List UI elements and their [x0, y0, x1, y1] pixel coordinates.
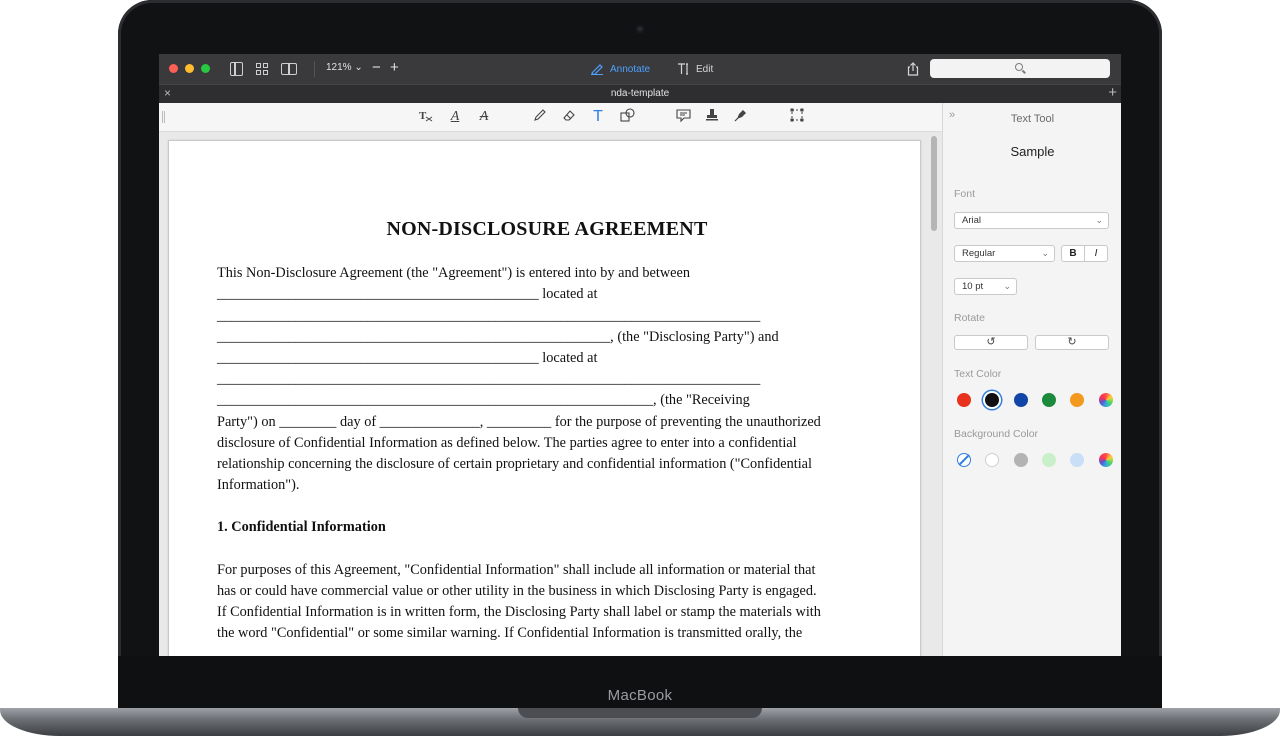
text-color-swatch[interactable] [985, 393, 999, 407]
document-line: Party") on ________ day of ______________, _________ for the purpose of preventing the unauthorized [217, 413, 821, 430]
brand-label: MacBook [607, 687, 673, 704]
tab-title[interactable]: nda-template [610, 88, 670, 99]
bold-button[interactable]: B [1061, 245, 1085, 262]
document-line: If Confidential Information is in written form, the Disclosing Party shall label or stamp the materials with [217, 604, 821, 621]
tab-bar [159, 84, 1121, 103]
rotate-right-icon: ↻ [1067, 336, 1077, 348]
chevron-down-icon: ⌄ [1095, 215, 1103, 225]
background-custom-color-swatch[interactable] [1099, 453, 1113, 467]
vertical-scrollbar[interactable] [931, 136, 937, 231]
document-line: For purposes of this Agreement, "Confidential Information" shall include all information or material that [217, 561, 816, 578]
search-input[interactable] [930, 59, 1110, 78]
document-page[interactable] [168, 140, 921, 656]
font-family-value: Arial [962, 215, 982, 226]
svg-text:T: T [419, 110, 427, 122]
text-color-swatch[interactable] [1042, 393, 1056, 407]
document-line: ____________________________________________________________________________ [217, 307, 761, 324]
font-label: Font [954, 188, 976, 200]
document-line: _____________________________________________ located at [217, 350, 598, 367]
rotate-left-icon: ↺ [986, 336, 996, 348]
chevron-down-icon: ⌄ [354, 62, 363, 73]
sidebar-toggle-icon[interactable] [230, 62, 243, 76]
pen-icon [591, 63, 604, 75]
zoom-out-button[interactable]: − [372, 59, 381, 76]
highlight-text-tool-icon[interactable]: A [450, 109, 460, 124]
pencil-tool-icon[interactable] [531, 108, 549, 126]
camera-icon [636, 25, 644, 33]
collapse-panel-icon[interactable]: » [949, 109, 956, 121]
text-color-label: Text Color [954, 368, 1002, 380]
background-color-swatch[interactable] [1070, 453, 1084, 467]
rotate-left-button[interactable] [954, 335, 1028, 350]
two-page-view-icon[interactable] [281, 63, 297, 75]
background-color-label: Background Color [954, 428, 1039, 440]
strikethrough-tool-icon[interactable]: A [479, 109, 489, 124]
annotate-mode-button[interactable] [591, 63, 650, 75]
close-window-button[interactable] [169, 64, 178, 73]
eraser-tool-icon[interactable] [560, 108, 578, 126]
document-line: _____________________________________________________________, (the "Receiving [217, 392, 750, 409]
add-tab-icon[interactable]: + [1108, 84, 1117, 101]
search-icon [1015, 63, 1023, 71]
zoom-in-button[interactable]: + [390, 59, 399, 76]
edit-mode-button[interactable] [677, 63, 713, 75]
background-color-swatch[interactable] [1042, 453, 1056, 467]
text-cursor-icon [677, 63, 690, 75]
text-color-swatch[interactable] [1014, 393, 1028, 407]
font-style-value: Regular [962, 248, 996, 259]
document-line: the word "Confidential" or some similar warning. If Confidential Information is transmitted orally, the [217, 625, 803, 642]
document-line: _____________________________________________ located at [217, 286, 598, 303]
text-color-swatch[interactable] [1070, 393, 1084, 407]
share-icon[interactable] [907, 62, 919, 76]
text-custom-color-swatch[interactable] [1099, 393, 1113, 407]
background-no-color-swatch[interactable] [957, 453, 971, 467]
text-tool-panel [942, 103, 1121, 656]
selection-tool-icon[interactable] [788, 108, 806, 126]
background-color-swatch[interactable] [1014, 453, 1028, 467]
text-tool-icon[interactable]: T [593, 108, 603, 125]
text-box-tool-icon[interactable] [417, 108, 435, 126]
italic-button[interactable]: I [1084, 245, 1108, 262]
font-family-select[interactable] [954, 212, 1109, 229]
font-size-select[interactable] [954, 278, 1017, 295]
annotate-label: Annotate [610, 63, 651, 75]
edit-label: Edit [696, 63, 714, 75]
thumbnail-grid-icon[interactable] [256, 63, 268, 75]
rotate-right-button[interactable] [1035, 335, 1109, 350]
screen [159, 54, 1121, 656]
laptop-notch [518, 708, 762, 718]
fullscreen-window-button[interactable] [201, 64, 210, 73]
stamp-tool-icon[interactable] [703, 108, 721, 126]
document-line: relationship concerning the disclosure of certain proprietary and confidential information ("Confidential [217, 456, 812, 473]
document-line: This Non-Disclosure Agreement (the "Agreement") is entered into by and between [217, 265, 690, 282]
text-color-swatch[interactable] [957, 393, 971, 407]
document-line: _______________________________________________________, (the "Disclosing Party") and [217, 328, 779, 345]
zoom-select[interactable]: 121% ⌄ [326, 62, 363, 73]
document-title: NON-DISCLOSURE AGREEMENT [386, 218, 708, 240]
document-line: ____________________________________________________________________________ [217, 371, 761, 388]
toolbar-grip [162, 111, 165, 123]
document-line: has or could have commercial value or other utility in the business in which Disclosing Party is engaged. [217, 582, 817, 599]
annotation-toolbar [159, 103, 942, 132]
document-line: disclosure of Confidential Information as defined below. The parties agree to enter into a confidential [217, 434, 797, 451]
note-tool-icon[interactable] [674, 108, 692, 126]
signature-tool-icon[interactable] [732, 108, 750, 126]
font-sample: Sample [1010, 144, 1055, 159]
document-viewport[interactable] [159, 132, 942, 656]
font-style-select[interactable] [954, 245, 1055, 262]
chevron-down-icon: ⌄ [1003, 281, 1011, 291]
background-color-swatch[interactable] [985, 453, 999, 467]
chevron-down-icon: ⌄ [1041, 248, 1049, 258]
minimize-window-button[interactable] [185, 64, 194, 73]
font-size-value: 10 pt [962, 281, 984, 292]
panel-title: Text Tool [1010, 113, 1055, 125]
toolbar-divider [314, 61, 315, 77]
section-heading: 1. Confidential Information [217, 519, 386, 536]
close-tab-icon[interactable]: × [164, 86, 172, 100]
document-body [217, 219, 877, 644]
document-line: Information"). [217, 477, 300, 494]
rotate-label: Rotate [954, 312, 985, 324]
window-titlebar [159, 54, 1121, 84]
shapes-tool-icon[interactable] [618, 108, 636, 126]
